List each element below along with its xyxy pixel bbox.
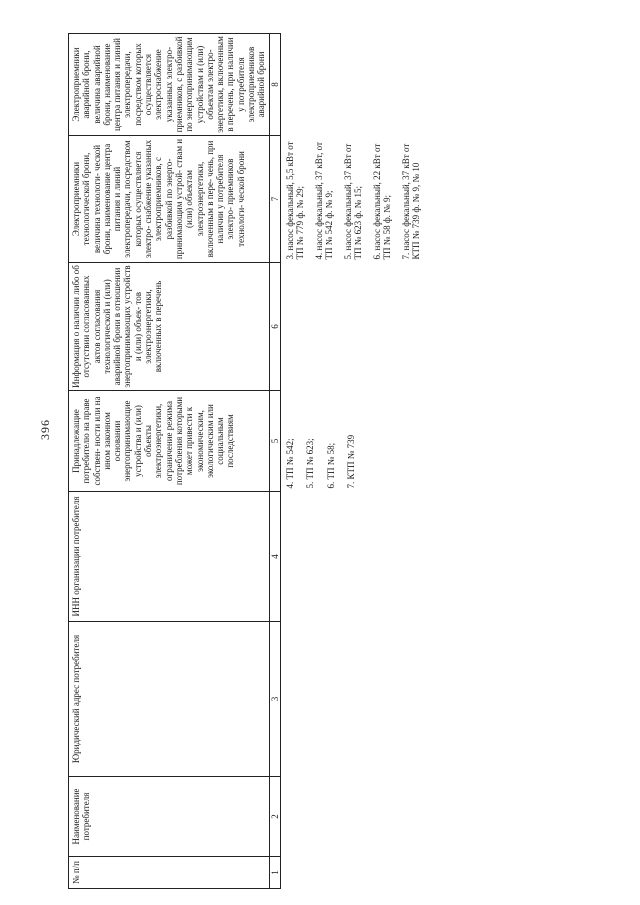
cell-inn [280,492,434,622]
list-item: 5. насос фекальный, 37 кВт от ТП № 623 ф. № 15; [342,143,364,260]
column-number: 4 [269,492,280,622]
header-row [69,34,270,889]
header-index: № п/п [69,857,270,889]
cell-emergency-reserve [280,34,434,136]
column-number: 7 [269,136,280,263]
column-number: 8 [269,34,280,136]
header-power-devices: Принадлежащие потребителю на праве собствен- ности или на ином законном основании энергопринимающие устройства и (или) объекты электроэнергетики, ограничение режима потребления которыми может привести к экономическим, экологическим или социальным последствиям [69,391,270,492]
cell-index [280,857,434,889]
list-item: 4. насос фекальный, 37 кВт, от ТП № 542 ф. № 9; [313,142,335,260]
rotated-table-container [68,34,422,889]
cell-technological-reserve [280,136,434,263]
header-consumer-name: Наименование потребителя [69,777,270,857]
data-row [280,34,434,889]
column-number: 5 [269,391,280,492]
header-legal-address: Юридический адрес потребителя [69,622,270,777]
list-item: 4. ТП № 542; [284,438,295,489]
column-number: 6 [269,263,280,391]
cell-consumer-name [280,777,434,857]
page-number: 396 [38,419,52,440]
list-item: 7. КТП № 739 [346,434,357,489]
column-number: 2 [269,777,280,857]
consumer-table [68,33,434,889]
header-emergency-reserve: Электроприемники аварийной брони, величина аварийной брони, наименование центра питания и линий электропередачи, посредством которых осуществляется электроснабжение указанных электро- приемников, с разбивкой по энергопринимающим устройствам и (или) объектам электро- энергетики, включенным в перечень, при наличии у потребителя электроприемников аварийной брони [69,34,270,136]
cell-reserve-acts [280,263,434,391]
header-technological-reserve: Электроприемники технологической брони, величина технологи- ческой брони, наименование центра питания и линий электропередачи, посредством которых осуществляется электро- снабжение указанных электроприемников, с разбивкой по энерго- принимающим устрой- ствам и (или) объектам электроэнергетики, включенным в пере- чень, при наличии у потребителя электро- приемников технологи- ческой брони [69,136,270,263]
header-reserve-acts: Информация о наличии либо об отсутствии согласованных актов согласования технологической и (или) аварийной брони в отношении энергопринимающих устройств и (или) объек- тов электроэнергетики, включенных в перечень [69,263,270,391]
column-number: 3 [269,622,280,777]
list-item: 5. ТП № 623; [305,438,316,489]
list-item: 7. насос фекальный, 37 кВт от КТП № 739 ф. № 9, № 10 [400,143,422,260]
list-item: 6. насос фекальный, 22 кВт от ТП № 58 ф. № 9; [371,143,393,260]
column-number-row [269,34,280,889]
column-number: 1 [269,857,280,889]
header-inn: ИНН организации потребителя [69,492,270,622]
cell-legal-address [280,622,434,777]
list-item: 3. насос фекальный, 5,5 кВт от ТП № 779 ф. № 29; [284,141,306,260]
cell-power-devices [280,391,434,492]
list-item: 6. ТП № 58; [325,442,336,489]
